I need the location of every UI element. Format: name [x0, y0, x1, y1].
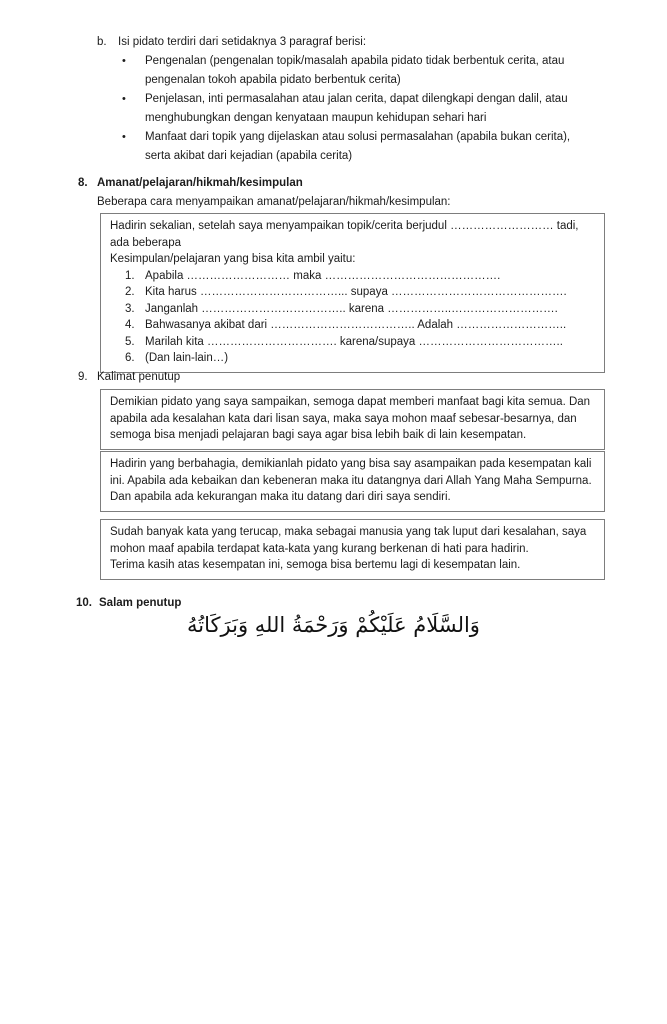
bullet-icon: •	[122, 55, 126, 67]
list-marker: b.	[97, 36, 107, 48]
list-item	[125, 284, 595, 301]
list-text: Janganlah ……………………………….. karena ……………..……………………….	[145, 302, 558, 315]
box-penutup-3-para2: Terima kasih atas kesempatan ini, semoga bisa bertemu lagi di kesempatan lain.	[110, 559, 521, 571]
list-number: 1.	[125, 269, 135, 282]
box-penutup-3-para1: Sudah banyak kata yang terucap, maka sebagai manusia yang tak luput dari kesalahan, saya mohon maaf apabila terdapat kata-kata yang kurang berkenan di hati para hadirin.	[110, 526, 587, 555]
list-item	[122, 90, 598, 128]
bullet-text: Manfaat dari topik yang dijelaskan atau solusi permasalahan (apabila bukan cerita), serta akibat dari kejadian (apabila cerita)	[145, 131, 571, 162]
list-item	[125, 301, 595, 318]
bullet-text: Pengenalan (pengenalan topik/masalah apabila pidato tidak berbentuk cerita, atau pengenalan tokoh apabila pidato berbentuk cerita)	[145, 55, 565, 86]
list-text: Bahwasanya akibat dari ……………………………….. Adalah ………………………..	[145, 319, 567, 331]
box-penutup-2-text: Hadirin yang berbahagia, demikianlah pidato yang bisa say asampaikan pada kesempatan kali ini. Apabila ada kebaikan dan kebeneran maka itu datangnya dari Allah Yang Maha Sempurna. Dan apabila ada kekurangan maka itu datang dari diri saya sendiri.	[110, 458, 592, 503]
list-item	[125, 317, 595, 334]
box-penutup-1-text: Demikian pidato yang saya sampaikan, semoga dapat memberi manfaat bagi kita semua. Dan apabila ada kesalahan kata dari lisan saya, maka saya mohon maaf sebesar-besarnya, dan semoga bisa menjadi pelajaran bagi saya agar bisa lebih baik di lain kesempatan.	[110, 396, 591, 441]
list-text: (Dan lain-lain…)	[145, 352, 229, 364]
list-item	[122, 128, 598, 166]
box-penutup-2	[100, 451, 605, 512]
box-penutup-1	[100, 389, 605, 450]
list-number: 3.	[125, 302, 135, 315]
section-title: Amanat/pelajaran/hikmah/kesimpulan	[97, 177, 303, 189]
section-number: 9.	[78, 371, 88, 383]
list-number: 6.	[125, 352, 135, 364]
section-number: 10.	[76, 597, 92, 609]
bullet-text: Penjelasan, inti permasalahan atau jalan cerita, dapat dilengkapi dengan dalil, atau menghubungkan dengan kenyataan maupun kehidupan sehari hari	[145, 93, 568, 124]
list-item	[125, 334, 595, 351]
list-number: 5.	[125, 335, 135, 348]
box-penutup-3	[100, 519, 605, 580]
list-number: 4.	[125, 319, 135, 331]
section-number: 8.	[78, 177, 88, 189]
bullet-list	[122, 52, 598, 166]
list-item	[125, 350, 595, 367]
section-title: Salam penutup	[99, 597, 182, 609]
box-kesimpulan	[100, 213, 605, 373]
list-text: Marilah kita ……………………………. karena/supaya ………………………………..	[145, 335, 563, 348]
bullet-icon: •	[122, 131, 126, 143]
list-text: Kita harus ………………………………... supaya ……………………………………….	[145, 286, 567, 298]
section-8-heading	[78, 174, 598, 193]
box-kesimpulan-intro-line1: Hadirin sekalian, setelah saya menyampaikan topik/cerita berjudul ……………………… tadi, ada beberapa	[110, 220, 579, 249]
section-title: Kalimat penutup	[97, 371, 181, 383]
closing-salam-arabic: وَالسَّلَامُ عَلَيْكُمْ وَرَحْمَةُ اللهِ وَبَرَكَاتُهُ	[187, 613, 480, 637]
list-item-b	[97, 33, 597, 52]
list-item	[122, 52, 598, 90]
bullet-icon: •	[122, 93, 126, 105]
section-9-heading	[78, 368, 598, 387]
box-kesimpulan-intro-line2: Kesimpulan/pelajaran yang bisa kita ambil yaitu:	[110, 253, 356, 265]
list-item	[125, 268, 595, 285]
section-8-intro: Beberapa cara menyampaikan amanat/pelajaran/hikmah/kesimpulan:	[97, 196, 451, 208]
list-item-b-text: Isi pidato terdiri dari setidaknya 3 paragraf berisi:	[118, 36, 367, 48]
list-text: Apabila ……………………… maka ……………………………………….	[145, 269, 501, 282]
list-number: 2.	[125, 286, 135, 298]
